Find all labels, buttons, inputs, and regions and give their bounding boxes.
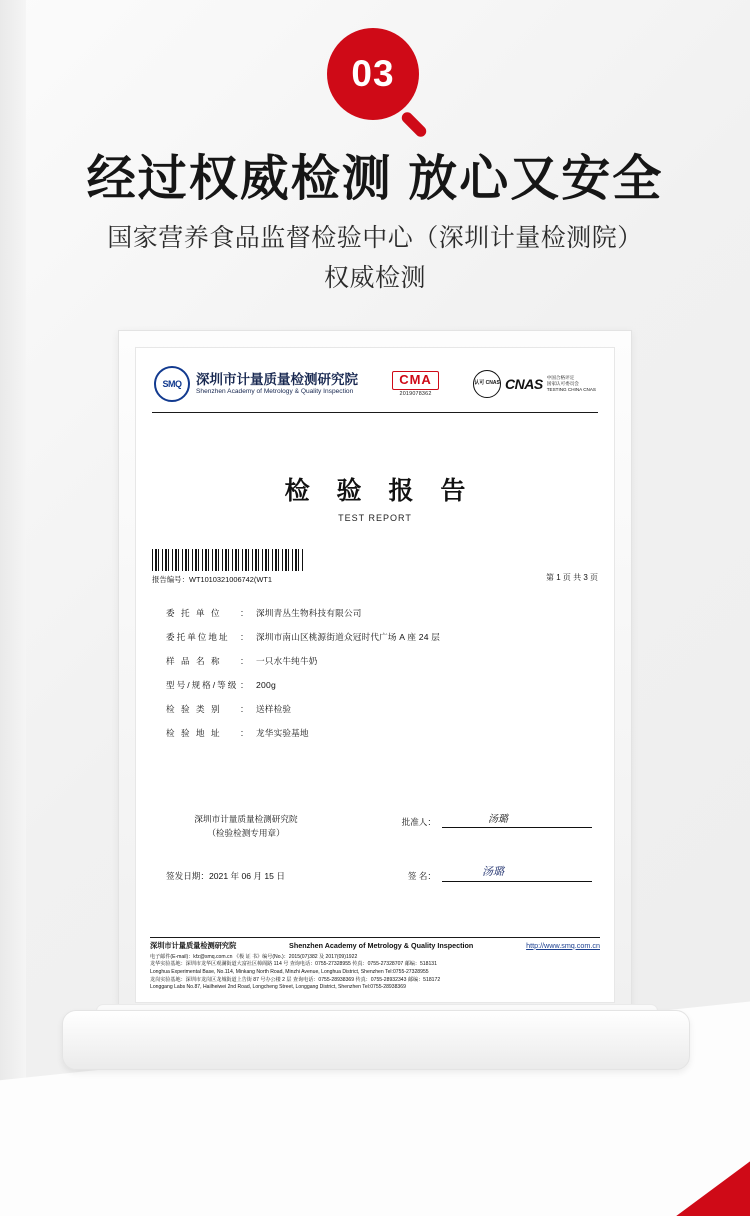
cnas-side-line2: 国家认可委员会	[546, 381, 579, 387]
approver-label: 批准人：	[401, 817, 436, 827]
signature-area	[166, 813, 592, 882]
issue-date	[166, 870, 285, 882]
signer-signature-line	[442, 867, 592, 882]
cnas-label: CNAS	[505, 376, 543, 392]
table-row	[166, 679, 598, 691]
report-title-cn: 检 验 报 告	[284, 477, 476, 505]
footer-line: 龙华实验基地：深圳市龙华区观澜街道大富社区樟阁路 114 号 查询电话：0755-27328955 传真：0755-27328707 邮编：518131	[150, 961, 437, 968]
certificate-header	[152, 362, 598, 410]
certificate-frame	[118, 330, 632, 1020]
report-identifier-row	[152, 549, 598, 585]
report-number-label: 报告编号：	[152, 575, 189, 584]
barcode-image	[152, 549, 304, 571]
footer-website-link[interactable]: http://www.smq.com.cn	[526, 940, 600, 950]
field-colon: ：	[240, 728, 249, 738]
cnas-mark	[473, 370, 596, 398]
signer-block	[408, 867, 592, 882]
certificate-document	[135, 347, 615, 1003]
cma-number: 2019078362	[399, 390, 432, 397]
cma-label: CMA	[392, 371, 439, 389]
field-label: 委托单位地址	[166, 632, 230, 642]
magnifier-handle-icon	[400, 110, 429, 139]
lab-name-en: Shenzhen Academy of Metrology & Quality Inspection	[196, 387, 354, 395]
report-info-table	[166, 607, 598, 739]
field-label: 样 品 名 称	[166, 656, 222, 666]
cnas-side-line3: TESTING CHINA CNAS	[546, 386, 596, 392]
issuing-institute	[166, 813, 326, 841]
field-label: 检 验 类 别	[166, 704, 222, 714]
approver-signature: 汤璐	[488, 814, 508, 825]
issuing-institute-stamp-note: （检验检测专用章）	[207, 827, 285, 838]
field-colon: ：	[240, 704, 249, 714]
page-title: 经过权威检测 放心又安全	[86, 152, 664, 206]
cnas-side-line1: 中国合格评定	[546, 375, 575, 381]
signer-label: 签 名：	[407, 870, 436, 881]
header-divider	[152, 412, 598, 413]
field-value: 深圳市南山区桃源街道众冠时代广场 A 座 24 层	[256, 632, 441, 642]
cma-mark	[392, 371, 439, 396]
report-number	[152, 574, 312, 585]
field-value: 一只水牛纯牛奶	[256, 656, 318, 666]
approver-block	[402, 813, 592, 828]
field-value: 深圳青丛生物科技有限公司	[256, 608, 362, 618]
table-row	[166, 631, 598, 643]
footer-divider	[150, 937, 600, 938]
lab-name-cn: 深圳市计量质量检测研究院	[196, 372, 358, 388]
field-label: 型号/规格/等级	[166, 680, 239, 690]
frame-stand	[62, 1010, 690, 1070]
page-counter: 第 1 页 共 3 页	[545, 573, 598, 582]
table-row	[166, 655, 598, 667]
field-value: 送样检验	[256, 704, 292, 714]
issue-date-label: 签发日期：	[166, 870, 209, 881]
signer-signature: 汤璐	[482, 865, 504, 878]
approver-signature-line	[442, 813, 592, 828]
field-label: 检 验 地 址	[166, 728, 222, 738]
section-badge	[0, 28, 750, 124]
table-row	[166, 703, 598, 715]
table-row	[166, 607, 598, 619]
issue-date-value: 2021 年 06 月 15 日	[208, 870, 285, 881]
report-title-en: TEST REPORT	[338, 513, 412, 523]
certificate-footer	[150, 937, 600, 992]
section-number: 03	[327, 28, 419, 120]
cnas-seal-icon: 认可 CNAS	[473, 370, 501, 398]
field-colon: ：	[240, 656, 249, 666]
field-colon: ：	[240, 680, 249, 690]
page-subtitle	[0, 218, 750, 298]
report-number-value: WT1010321006742(WT1	[188, 575, 272, 584]
decorative-red-corner	[590, 1136, 750, 1216]
footer-line: Longhua Experimental Base, No.114, Minkang North Road, Minzhi Avenue, Longhua District, Shenzhen Tel:0755-27328955	[150, 969, 429, 976]
footer-line: Longgang Labs No.87, Hailheiwei 2nd Road, Longcheng Street, Longgang District, Shenzhen Tel:0755-28938369	[150, 984, 406, 991]
field-value: 200g	[256, 680, 276, 690]
cnas-side-text	[547, 375, 596, 392]
footer-contact-lines	[150, 954, 600, 992]
footer-org-cn: 深圳市计量质量检测研究院	[150, 940, 237, 950]
footer-org-en: Shenzhen Academy of Metrology & Quality Inspection	[289, 940, 474, 950]
page-subtitle-line2: 权威检测	[323, 264, 426, 292]
smq-seal-icon: SMQ	[154, 366, 190, 402]
field-value: 龙华实验基地	[256, 728, 309, 738]
field-colon: ：	[240, 608, 249, 618]
page-subtitle-line1: 国家营养食品监督检验中心（深圳计量检测院）	[107, 224, 643, 252]
issuing-institute-name: 深圳市计量质量检测研究院	[194, 814, 298, 824]
smq-logo	[154, 366, 358, 402]
footer-line: 电子邮件(E-mail)：kfz@smq.com.cn 《极 证 书》编号(No.)：2015(07)382 及 2017(09)1922	[150, 953, 358, 960]
footer-line: 龙岗实验基地：深圳市龙岗区龙城街道上告街 87 号办公楼 2 层 查询电话：0755-28938369 传真：0755-28932343 邮编：518172	[150, 976, 441, 983]
field-label: 委 托 单 位	[166, 608, 222, 618]
field-colon: ：	[240, 632, 249, 642]
table-row	[166, 727, 598, 739]
